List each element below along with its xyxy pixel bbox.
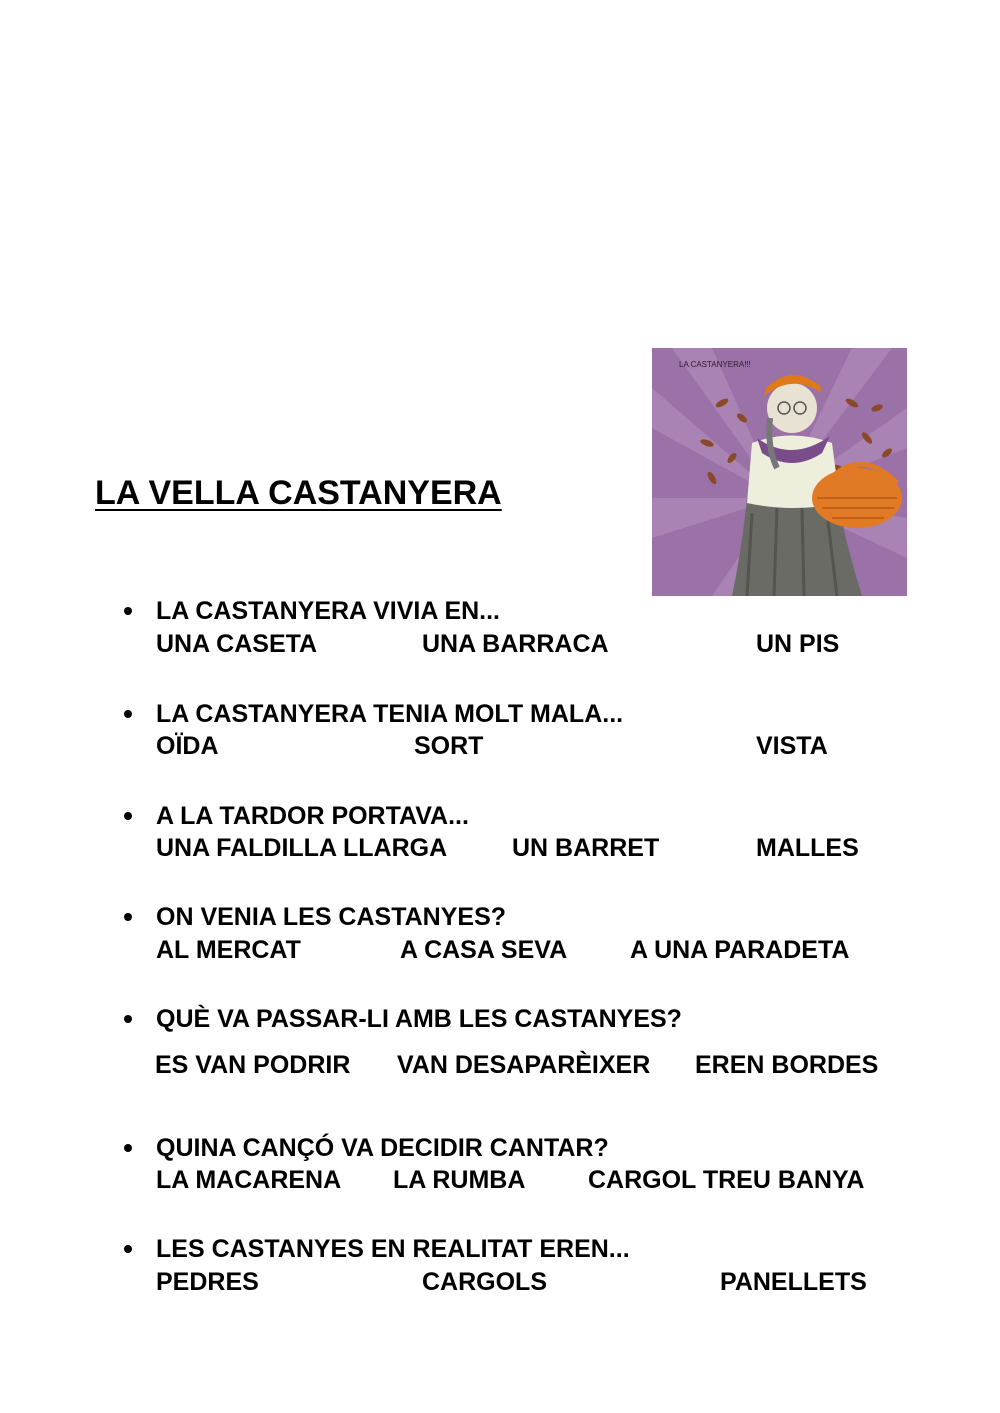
option-2: UN BARRET [512,834,660,862]
question-text: LES CASTANYES EN REALITAT EREN... [156,1235,630,1263]
question-text: QUÈ VA PASSAR-LI AMB LES CASTANYES? [156,1005,682,1033]
option-3: VISTA [756,732,828,760]
option-3: MALLES [756,834,859,862]
question-5 [0,1004,1000,1084]
option-1: AL MERCAT [156,936,301,964]
bullet-icon [124,710,132,718]
question-text: A LA TARDOR PORTAVA... [156,802,469,830]
question-1 [0,596,1000,676]
option-1: ES VAN PODRIR [155,1051,351,1079]
cover-illustration [652,348,907,596]
option-2: VAN DESAPARÈIXER [397,1051,651,1079]
bullet-icon [124,607,132,615]
question-text: ON VENIA LES CASTANYES? [156,903,507,931]
option-1: UNA FALDILLA LLARGA [156,834,448,862]
option-1: LA MACARENA [156,1166,342,1194]
option-3: UN PIS [756,630,840,658]
question-6 [0,1133,1000,1213]
option-2: A CASA SEVA [400,936,568,964]
cover-caption: LA CASTANYERA!!! [679,360,751,369]
question-3 [0,801,1000,881]
question-text: QUINA CANÇÓ VA DECIDIR CANTAR? [156,1134,609,1162]
option-1: PEDRES [156,1268,259,1296]
option-2: SORT [414,732,484,760]
bullet-icon [124,812,132,820]
option-3: EREN BORDES [695,1051,879,1079]
question-7 [0,1234,1000,1314]
option-1: UNA CASETA [156,630,318,658]
question-4 [0,902,1000,982]
option-2: CARGOLS [422,1268,547,1296]
option-2: LA RUMBA [393,1166,526,1194]
option-3: A UNA PARADETA [630,936,850,964]
bullet-icon [124,913,132,921]
page-title: LA VELLA CASTANYERA [95,474,502,512]
option-1: OÏDA [156,732,219,760]
option-2: UNA BARRACA [422,630,609,658]
option-3: PANELLETS [720,1268,867,1296]
question-text: LA CASTANYERA TENIA MOLT MALA... [156,700,624,728]
bullet-icon [124,1015,132,1023]
option-3: CARGOL TREU BANYA [588,1166,865,1194]
question-2 [0,699,1000,779]
bullet-icon [124,1144,132,1152]
question-text: LA CASTANYERA VIVIA EN... [156,597,501,625]
bullet-icon [124,1245,132,1253]
